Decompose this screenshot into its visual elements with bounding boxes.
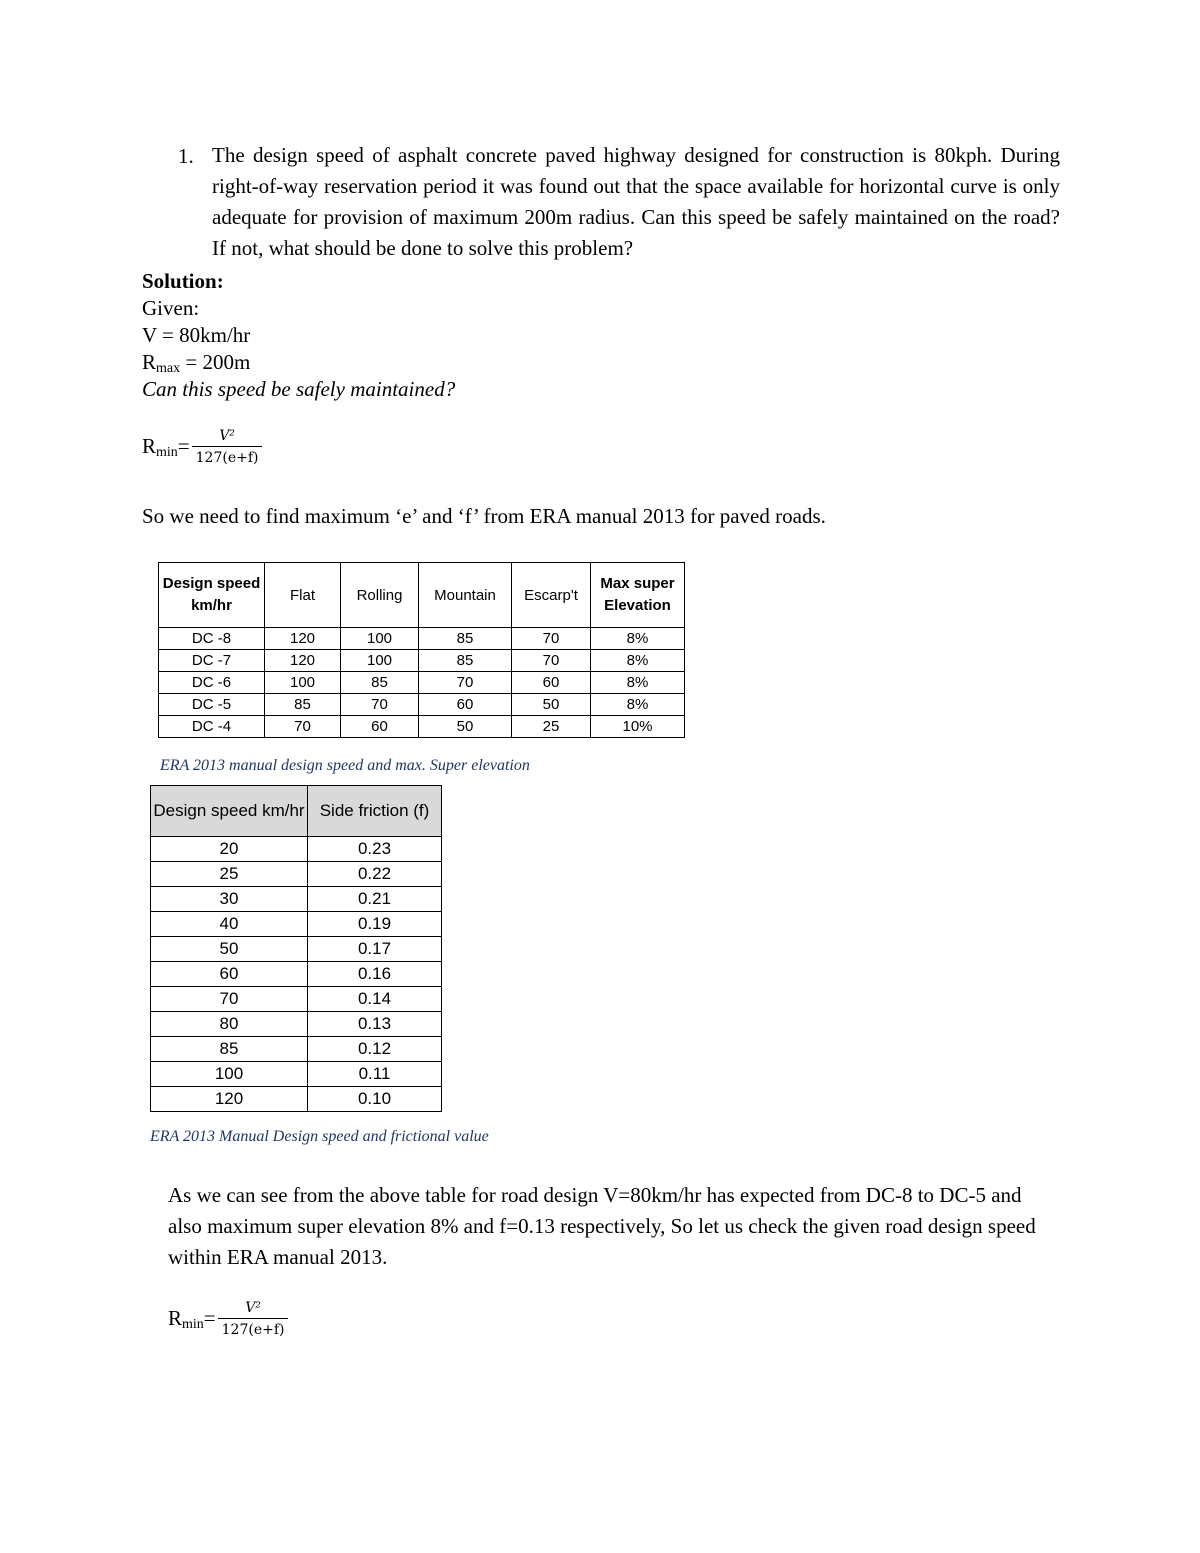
header-escarpment: Escarp't — [512, 563, 591, 628]
table-cell: 8% — [591, 672, 685, 694]
question-number: 1. — [178, 144, 194, 168]
find-text: So we need to find maximum ‘e’ and ‘f’ from ERA manual 2013 for paved roads. — [142, 504, 826, 528]
table-cell: 120 — [151, 1087, 308, 1112]
table-cell: 8% — [591, 650, 685, 672]
table-cell: 0.23 — [308, 837, 442, 862]
table-cell: 85 — [419, 628, 512, 650]
table-cell: 10% — [591, 716, 685, 738]
table-cell: 0.13 — [308, 1012, 442, 1037]
conclusion-paragraph: As we can see from the above table for road design V=80km/hr has expected from DC-8 to DC-5 and also maximum super elevation 8% and f=0.13 respectively, So let us check the given road design speed within ERA manual 2013. — [168, 1183, 1036, 1269]
fraction-numerator: V² — [245, 1300, 261, 1316]
table-cell: 100 — [341, 628, 419, 650]
table2-caption: ERA 2013 Manual Design speed and frictional value — [150, 1128, 489, 1145]
rmin-label: $R_{min}=$ — [168, 1305, 216, 1332]
table-cell: 100 — [265, 672, 341, 694]
table-cell: 0.22 — [308, 862, 442, 887]
header-max-super-elevation: Max super Elevation — [591, 563, 685, 628]
table-cell: 0.19 — [308, 912, 442, 937]
rmax-subscript: max — [156, 361, 181, 376]
table-row — [151, 987, 442, 1012]
side-friction-table — [150, 785, 442, 1112]
table-cell: 0.21 — [308, 887, 442, 912]
table-row — [151, 937, 442, 962]
rmax-prefix: R — [142, 350, 157, 374]
table-cell: 85 — [419, 650, 512, 672]
table-row — [159, 716, 685, 738]
fraction-denominator: 127(e+f) — [218, 1318, 289, 1338]
header-rolling: Rolling — [341, 563, 419, 628]
rmin-fraction — [192, 428, 263, 466]
table-cell: 0.17 — [308, 937, 442, 962]
table-row — [151, 962, 442, 987]
rmin-fraction — [218, 1300, 289, 1338]
table-cell: 85 — [341, 672, 419, 694]
table-cell: 60 — [512, 672, 591, 694]
table-header-row — [151, 786, 442, 837]
table-cell: 60 — [341, 716, 419, 738]
question-restated: Can this speed be safely maintained? — [142, 377, 456, 401]
table-cell: 70 — [265, 716, 341, 738]
fraction-numerator: V² — [219, 428, 235, 444]
table-cell: 30 — [151, 887, 308, 912]
table-row — [151, 887, 442, 912]
table-cell: 25 — [151, 862, 308, 887]
table-cell: 0.11 — [308, 1062, 442, 1087]
table-cell: 100 — [341, 650, 419, 672]
solution-heading: Solution: — [142, 269, 224, 293]
table-cell: DC -6 — [159, 672, 265, 694]
table-cell: 70 — [151, 987, 308, 1012]
header-design-speed: Design speed km/hr — [151, 786, 308, 837]
rmin-formula-repeat — [168, 1300, 288, 1338]
table-row — [151, 912, 442, 937]
header-design-speed: Design speed km/hr — [159, 563, 265, 628]
table-cell: 85 — [151, 1037, 308, 1062]
table-cell: 0.12 — [308, 1037, 442, 1062]
table-cell: 70 — [341, 694, 419, 716]
table-cell: DC -5 — [159, 694, 265, 716]
table-cell: 70 — [512, 650, 591, 672]
table-cell: 0.14 — [308, 987, 442, 1012]
table-cell: 40 — [151, 912, 308, 937]
table-cell: 60 — [419, 694, 512, 716]
design-speed-table — [158, 562, 685, 738]
table-cell: 50 — [419, 716, 512, 738]
table-cell: DC -4 — [159, 716, 265, 738]
table1-caption: ERA 2013 manual design speed and max. Super elevation — [160, 757, 530, 774]
table-cell: 50 — [151, 937, 308, 962]
table-row — [151, 1087, 442, 1112]
table-cell: 100 — [151, 1062, 308, 1087]
table-row — [159, 694, 685, 716]
table-cell: 85 — [265, 694, 341, 716]
rmin-formula — [142, 428, 262, 466]
rmax-value: = 200m — [180, 350, 251, 374]
table-cell: 8% — [591, 628, 685, 650]
table-cell: 120 — [265, 628, 341, 650]
rmin-label: $R_{min}=$ — [142, 433, 190, 460]
table-cell: DC -7 — [159, 650, 265, 672]
table-row — [151, 1037, 442, 1062]
table-cell: 0.16 — [308, 962, 442, 987]
table-cell: 70 — [419, 672, 512, 694]
table-row — [151, 1012, 442, 1037]
table-row — [159, 628, 685, 650]
table-cell: 50 — [512, 694, 591, 716]
table-cell: 8% — [591, 694, 685, 716]
table-cell: 70 — [512, 628, 591, 650]
table-cell: 25 — [512, 716, 591, 738]
table-row — [159, 672, 685, 694]
velocity-line: V = 80km/hr — [142, 323, 251, 347]
table-cell: 120 — [265, 650, 341, 672]
header-flat: Flat — [265, 563, 341, 628]
table-cell: 20 — [151, 837, 308, 862]
table-cell: 80 — [151, 1012, 308, 1037]
header-mountain: Mountain — [419, 563, 512, 628]
fraction-denominator: 127(e+f) — [192, 446, 263, 466]
table-cell: DC -8 — [159, 628, 265, 650]
table-header-row — [159, 563, 685, 628]
table-row — [151, 862, 442, 887]
table-row — [159, 650, 685, 672]
question-text: The design speed of asphalt concrete paved highway designed for construction is 80kph. During right-of-way reservation period it was found out that the space available for horizontal curve is only adequate for provision of maximum 200m radius. Can this speed be safely maintained on the road? If not, what should be done to solve this problem? — [212, 143, 1060, 260]
table-row — [151, 837, 442, 862]
given-label: Given: — [142, 296, 200, 320]
table-row — [151, 1062, 442, 1087]
table-cell: 0.10 — [308, 1087, 442, 1112]
header-side-friction: Side friction (f) — [308, 786, 442, 837]
table-cell: 60 — [151, 962, 308, 987]
